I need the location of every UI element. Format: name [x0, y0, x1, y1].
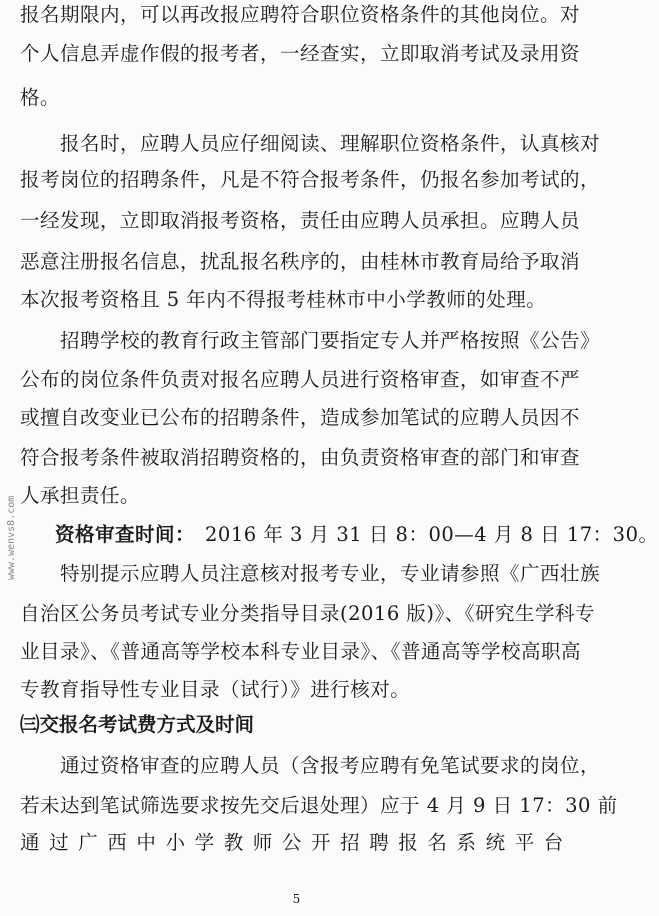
- paragraph-line: 或擅自改变业已公布的招聘条件，造成参加笔试的应聘人员因不: [20, 406, 581, 429]
- paragraph-line: 若未达到笔试筛选要求按先交后退处理）应于 4 月 9 日 17：30 前: [20, 794, 618, 817]
- page-number: 5: [292, 892, 301, 906]
- paragraph-line: 一经发现，立即取消报考资格，责任由应聘人员承担。应聘人员: [20, 209, 581, 232]
- paragraph-line: 本次报考资格且 5 年内不得报考桂林市中小学教师的处理。: [20, 288, 547, 311]
- paragraph-line: 符合报考条件被取消招聘资格的，由负责资格审查的部门和审查: [20, 446, 581, 469]
- paragraph-line: 通过广西中小学教师公开招聘报名系统平台: [20, 831, 573, 854]
- paragraph-line: 自治区公务员考试专业分类指导目录(2016 版)》、《研究生学科专: [20, 602, 596, 625]
- paragraph-line: 恶意注册报名信息，扰乱报名秩序的，由桂林市教育局给予取消: [20, 250, 581, 273]
- paragraph-line: 格。: [20, 86, 61, 109]
- paragraph-line: 特别提示应聘人员注意核对报考专业，专业请参照《广西壮族: [60, 562, 601, 585]
- paragraph-line: 业目录》、《普通高等学校本科专业目录》、《普通高等学校高职高: [20, 640, 582, 663]
- paragraph-line: 招聘学校的教育行政主管部门要指定专人并严格按照《公告》: [60, 329, 601, 352]
- watermark: www.wenvs8.com: [6, 495, 17, 580]
- review-time-label: 资格审查时间：: [55, 523, 196, 546]
- paragraph-line: 专教育指导性专业目录（试行）》进行核对。: [20, 678, 411, 701]
- paragraph-line: 报名时，应聘人员应仔细阅读、理解职位资格条件，认真核对: [60, 132, 601, 155]
- review-time-value: 2016 年 3 月 31 日 8：00—4 月 8 日 17：30。: [205, 523, 659, 546]
- paragraph-line: 报名期限内，可以再改报应聘符合职位资格条件的其他岗位。对: [20, 3, 581, 26]
- paragraph-line: 人承担责任。: [20, 484, 141, 507]
- paragraph-line: 公布的岗位条件负责对报名应聘人员进行资格审查，如审查不严: [20, 368, 581, 391]
- section-heading: ㈢交报名考试费方式及时间: [20, 713, 255, 736]
- paragraph-line: 通过资格审查的应聘人员（含报考应聘有免笔试要求的岗位，: [60, 754, 601, 777]
- paragraph-line: 个人信息弄虚作假的报考者，一经查实，立即取消考试及录用资: [20, 42, 581, 65]
- paragraph-line: 报考岗位的招聘条件，凡是不符合报考条件，仍报名参加考试的，: [20, 168, 601, 191]
